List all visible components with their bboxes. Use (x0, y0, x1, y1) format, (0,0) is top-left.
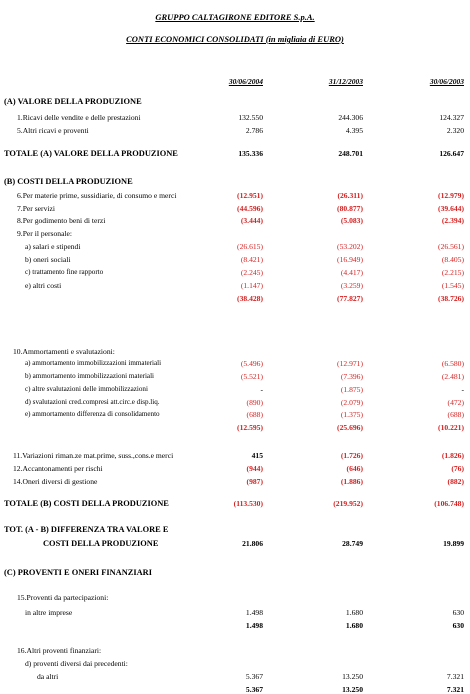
row-value: (16.949) (337, 255, 363, 264)
row-value: (219.952) (333, 499, 363, 508)
row-value: (39.644) (438, 204, 464, 213)
row-value: (53.202) (337, 242, 363, 251)
row-value: 1.680 (345, 621, 363, 630)
row-value: (987) (246, 477, 263, 486)
row-label: TOT. (A - B) DIFFERENZA TRA VALORE E (4, 525, 169, 534)
row-label: (B) COSTI DELLA PRODUZIONE (4, 177, 133, 186)
row-value: 4.395 (345, 126, 363, 135)
row-value: (80.877) (337, 204, 363, 213)
row-value: (26.311) (337, 191, 363, 200)
row-value: (1.826) (441, 451, 464, 460)
row-label: e) ammortamento differenza di consolidamento (25, 410, 160, 418)
row-label: a) ammortamento immobilizzazioni immateriali (25, 359, 162, 367)
row-value: 13.250 (342, 672, 363, 681)
row-value: (944) (246, 464, 263, 473)
row-value: (44.596) (237, 204, 263, 213)
row-value: 7.321 (446, 672, 464, 681)
row-value: (12.971) (337, 359, 363, 368)
row-value: (890) (246, 398, 263, 407)
row-value: (3.444) (240, 216, 263, 225)
row-label: d) proventi diversi dai precedenti: (25, 659, 128, 668)
row-label: TOTALE (A) VALORE DELLA PRODUZIONE (4, 149, 178, 158)
row-value: 630 (452, 608, 464, 617)
row-label: c) trattamento fine rapporto (25, 268, 104, 276)
row-label: c) altre svalutazioni delle immobilizzazioni (25, 385, 148, 393)
row-value: (113.530) (233, 499, 263, 508)
row-label: b) ammortamento immobilizzazioni materiali (25, 372, 155, 380)
column-header-2004h1: 30/06/2004 (228, 77, 263, 86)
row-value: (106.748) (434, 499, 464, 508)
row-label: 5.Altri ricavi e proventi (17, 126, 89, 135)
row-label: in altre imprese (25, 608, 73, 617)
row-value: (3.259) (340, 281, 363, 290)
row-value: 248.701 (338, 149, 363, 158)
row-value: (882) (447, 477, 464, 486)
row-value: (5.496) (240, 359, 263, 368)
row-label: 14.Oneri diversi di gestione (13, 477, 98, 486)
row-value: (7.396) (340, 372, 363, 381)
row-value: (688) (447, 410, 464, 419)
row-value: 630 (452, 621, 464, 630)
row-value: 244.306 (338, 113, 363, 122)
row-value: (26.615) (237, 242, 263, 251)
column-header-2003h1: 30/06/2003 (429, 77, 464, 86)
row-value: (12.951) (237, 191, 263, 200)
row-value: (8.405) (441, 255, 464, 264)
row-value: 7.321 (446, 685, 464, 694)
report-subtitle: CONTI ECONOMICI CONSOLIDATI (in migliaia di EURO) (126, 34, 344, 44)
row-value: (472) (447, 398, 464, 407)
row-label: d) svalutazioni cred.compresi att.circ.e disp.liq. (25, 398, 160, 406)
row-value: (38.726) (438, 294, 464, 303)
row-value: (1.726) (340, 451, 363, 460)
row-label: 15.Proventi da partecipazioni: (17, 593, 109, 602)
row-label: TOTALE (B) COSTI DELLA PRODUZIONE (4, 499, 169, 508)
row-value: (2.245) (240, 268, 263, 277)
row-value: 19.899 (443, 539, 464, 548)
row-value: (2.481) (441, 372, 464, 381)
row-value: (38.428) (237, 294, 263, 303)
row-value: 135.336 (238, 149, 263, 158)
row-value: (646) (346, 464, 363, 473)
row-value: 1.680 (345, 608, 363, 617)
row-value: (4.417) (340, 268, 363, 277)
row-value: (2.079) (340, 398, 363, 407)
row-value: - (260, 385, 263, 394)
row-value: 1.498 (245, 608, 263, 617)
row-value: (1.875) (340, 385, 363, 394)
row-label: 1.Ricavi delle vendite e delle prestazioni (17, 113, 141, 122)
row-value: (1.147) (240, 281, 263, 290)
row-value: 5.367 (245, 685, 263, 694)
row-value: 124.327 (439, 113, 464, 122)
row-label: (C) PROVENTI E ONERI FINANZIARI (4, 568, 152, 577)
row-label: da altri (37, 672, 59, 681)
row-value: (2.215) (441, 268, 464, 277)
row-label: 7.Per servizi (17, 204, 55, 213)
row-value: (688) (246, 410, 263, 419)
row-value: 5.367 (245, 672, 263, 681)
row-value: (12.979) (438, 191, 464, 200)
row-value: (2.394) (441, 216, 464, 225)
row-value: (5.521) (240, 372, 263, 381)
row-label: 10.Ammortamenti e svalutazioni: (13, 347, 115, 356)
row-label: b) oneri sociali (25, 255, 71, 264)
row-label: 9.Per il personale: (17, 229, 73, 238)
row-label: e) altri costi (25, 281, 62, 290)
column-header-2003fy: 31/12/2003 (328, 77, 363, 86)
row-value: (76) (451, 464, 464, 473)
row-label: a) salari e stipendi (25, 242, 81, 251)
company-title: GRUPPO CALTAGIRONE EDITORE S.p.A. (155, 12, 315, 22)
row-label: 6.Per materie prime, sussidiarie, di consumo e merci (17, 191, 177, 200)
row-value: 21.806 (242, 539, 263, 548)
row-label: (A) VALORE DELLA PRODUZIONE (4, 97, 142, 106)
row-label: 16.Altri proventi finanziari: (17, 646, 102, 655)
row-value: (12.595) (237, 423, 263, 432)
row-value: 28.749 (342, 539, 363, 548)
row-value: (6.580) (441, 359, 464, 368)
row-value: (10.221) (438, 423, 464, 432)
row-value: 2.320 (446, 126, 464, 135)
row-label: 8.Per godimento beni di terzi (17, 216, 106, 225)
row-label: 12.Accantonamenti per rischi (13, 464, 103, 473)
row-value: (8.421) (240, 255, 263, 264)
row-value: 132.550 (238, 113, 263, 122)
row-value: 13.250 (342, 685, 363, 694)
row-value: (1.375) (340, 410, 363, 419)
row-value: (25.696) (337, 423, 363, 432)
row-value: (26.561) (438, 242, 464, 251)
row-value: (77.827) (337, 294, 363, 303)
row-value: - (461, 385, 464, 394)
row-value: (5.083) (340, 216, 363, 225)
row-label: COSTI DELLA PRODUZIONE (43, 539, 159, 548)
row-label: 11.Variazioni riman.ze mat.prime, suss.,cons.e merci (13, 451, 174, 460)
row-value: (1.545) (441, 281, 464, 290)
row-value: 415 (251, 451, 263, 460)
row-value: 1.498 (245, 621, 263, 630)
row-value: 2.786 (245, 126, 263, 135)
row-value: (1.886) (340, 477, 363, 486)
row-value: 126.647 (439, 149, 464, 158)
